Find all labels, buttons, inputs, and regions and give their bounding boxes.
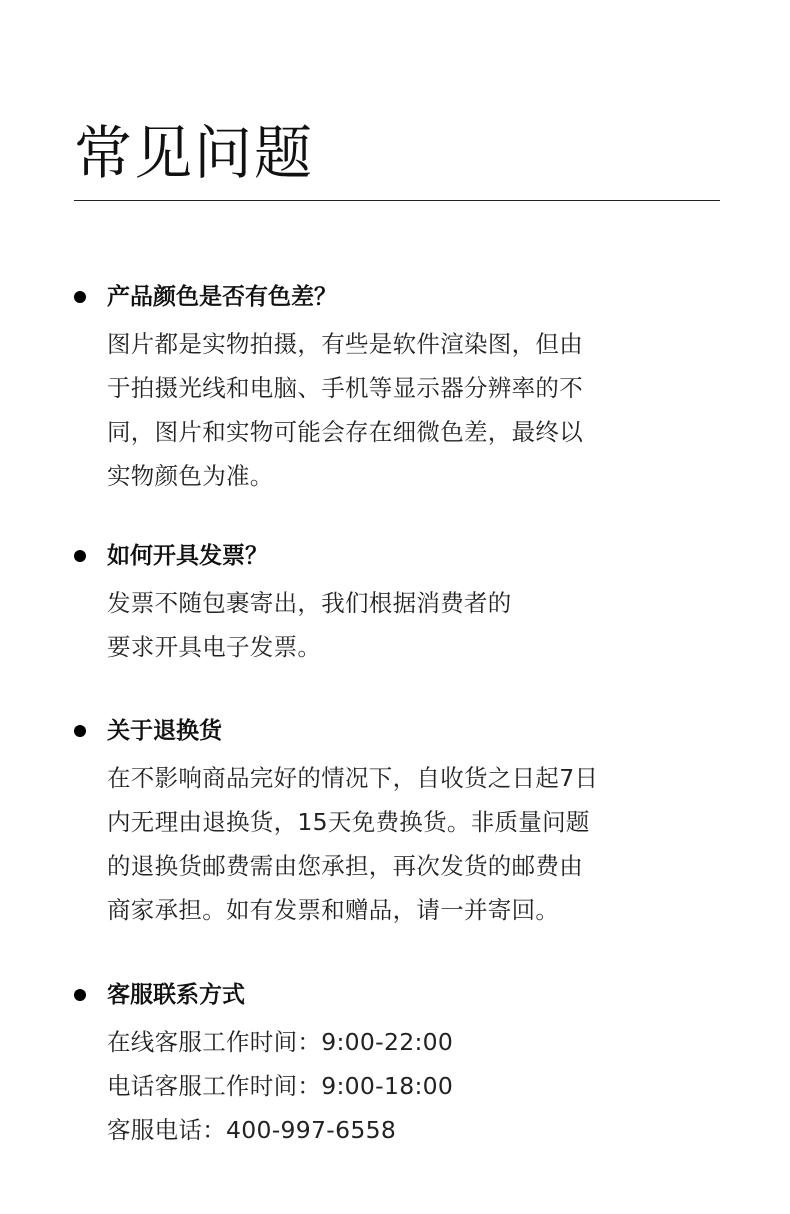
faq-answer — [107, 322, 724, 498]
faq-question — [74, 539, 724, 573]
answer-line: 发票不随包裹寄出，我们根据消费者的 — [107, 589, 512, 617]
phone-service-hours: 电话客服工作时间：9:00-18:00 — [107, 1072, 454, 1100]
question-text: 如何开具发票？ — [107, 543, 268, 569]
question-text: 产品颜色是否有色差？ — [107, 284, 337, 310]
question-text: 客服联系方式 — [107, 982, 245, 1008]
faq-question — [74, 978, 724, 1012]
faq-item-color-difference — [74, 280, 724, 498]
faq-answer — [107, 581, 724, 669]
bullet-icon — [74, 725, 86, 737]
answer-line: 在不影响商品完好的情况下，自收货之日起7日 — [107, 764, 599, 792]
faq-item-customer-service — [74, 978, 724, 1152]
faq-answer — [107, 756, 724, 932]
online-service-hours: 在线客服工作时间：9:00-22:00 — [107, 1028, 454, 1056]
answer-line: 内无理由退换货，15天免费换货。非质量问题 — [107, 808, 590, 836]
answer-line: 同，图片和实物可能会存在细微色差，最终以 — [107, 418, 583, 446]
answer-line: 商家承担。如有发票和赠品，请一并寄回。 — [107, 896, 560, 924]
faq-item-returns — [74, 714, 724, 932]
question-text: 关于退换货 — [107, 718, 222, 744]
faq-answer — [107, 1020, 724, 1152]
bullet-icon — [74, 989, 86, 1001]
title-divider — [74, 200, 720, 201]
faq-question — [74, 280, 724, 314]
answer-line: 要求开具电子发票。 — [107, 633, 322, 661]
page-title: 常见问题 — [74, 119, 315, 187]
bullet-icon — [74, 291, 86, 303]
bullet-icon — [74, 550, 86, 562]
faq-question — [74, 714, 724, 748]
answer-line: 的退换货邮费需由您承担，再次发货的邮费由 — [107, 852, 583, 880]
faq-item-invoice — [74, 539, 724, 669]
answer-line: 于拍摄光线和电脑、手机等显示器分辨率的不 — [107, 374, 583, 402]
service-phone-number: 客服电话：400-997-6558 — [107, 1116, 397, 1144]
answer-line: 实物颜色为准。 — [107, 462, 274, 490]
answer-line: 图片都是实物拍摄，有些是软件渲染图，但由 — [107, 330, 583, 358]
